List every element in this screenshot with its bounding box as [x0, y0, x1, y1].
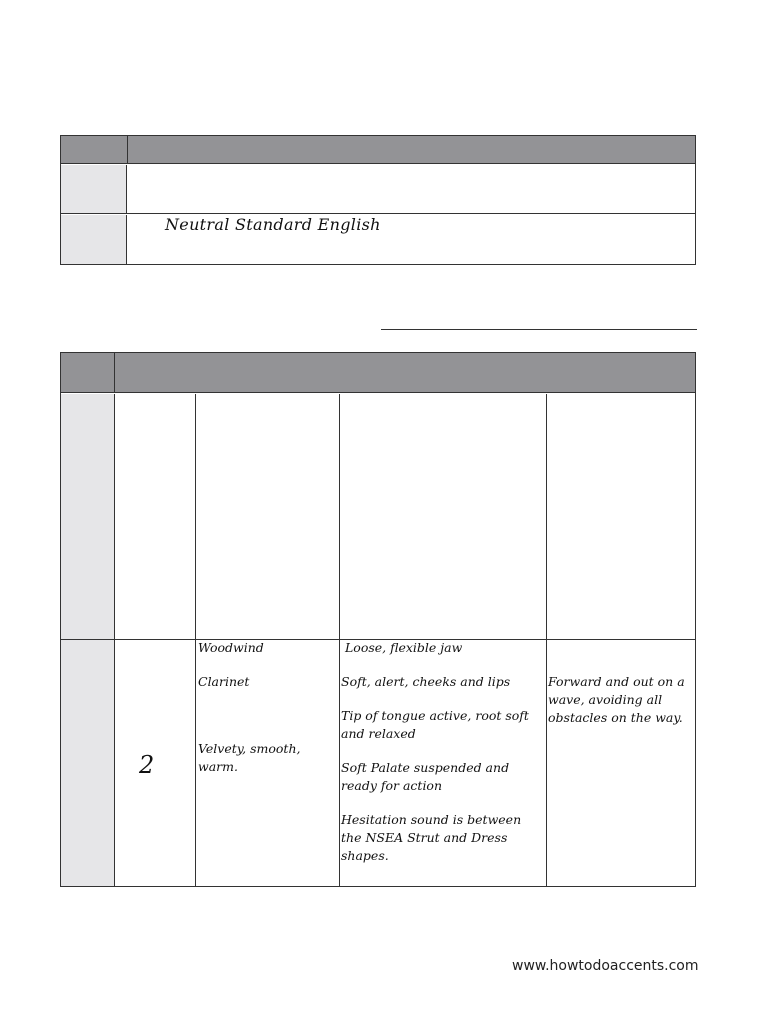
voice-analysis-table: [60, 352, 696, 887]
direction-text: Forward and out on a wave, avoiding all obstacles on the way.: [548, 674, 685, 725]
quality-text: Velvety, smooth, warm.: [198, 741, 301, 774]
articulation-text-5: Hesitation sound is between the NSEA Strut and Dress shapes.: [341, 812, 522, 863]
row-value-cell: [127, 165, 695, 214]
table-header-bar: [61, 353, 695, 393]
blank-fill-line: [381, 329, 697, 330]
header-divider: [114, 353, 115, 393]
column-divider: [546, 394, 547, 886]
instrument-family-text: Woodwind: [198, 640, 264, 655]
table-header-bar: [61, 136, 695, 164]
footer-url: www.howtodoaccents.com: [512, 958, 699, 974]
column-divider: [339, 394, 340, 886]
accent-name-text: Neutral Standard English: [165, 215, 381, 234]
articulation-text-2: Soft, alert, cheeks and lips: [341, 674, 511, 689]
instrument-text: Clarinet: [198, 674, 250, 689]
row-label-cell: [61, 640, 115, 886]
articulation-text-3: Tip of tongue active, root soft and relaxed: [341, 708, 529, 741]
articulation-text-4: Soft Palate suspended and ready for action: [341, 760, 510, 793]
header-divider: [127, 136, 128, 164]
column-divider: [195, 394, 196, 886]
row-label-cell: [61, 165, 127, 214]
row-label-cell: [61, 215, 127, 264]
accent-info-table: [60, 135, 696, 265]
articulation-text-1: Loose, flexible jaw: [345, 640, 463, 655]
row-number: 2: [139, 751, 155, 779]
row-label-cell: [61, 394, 115, 640]
